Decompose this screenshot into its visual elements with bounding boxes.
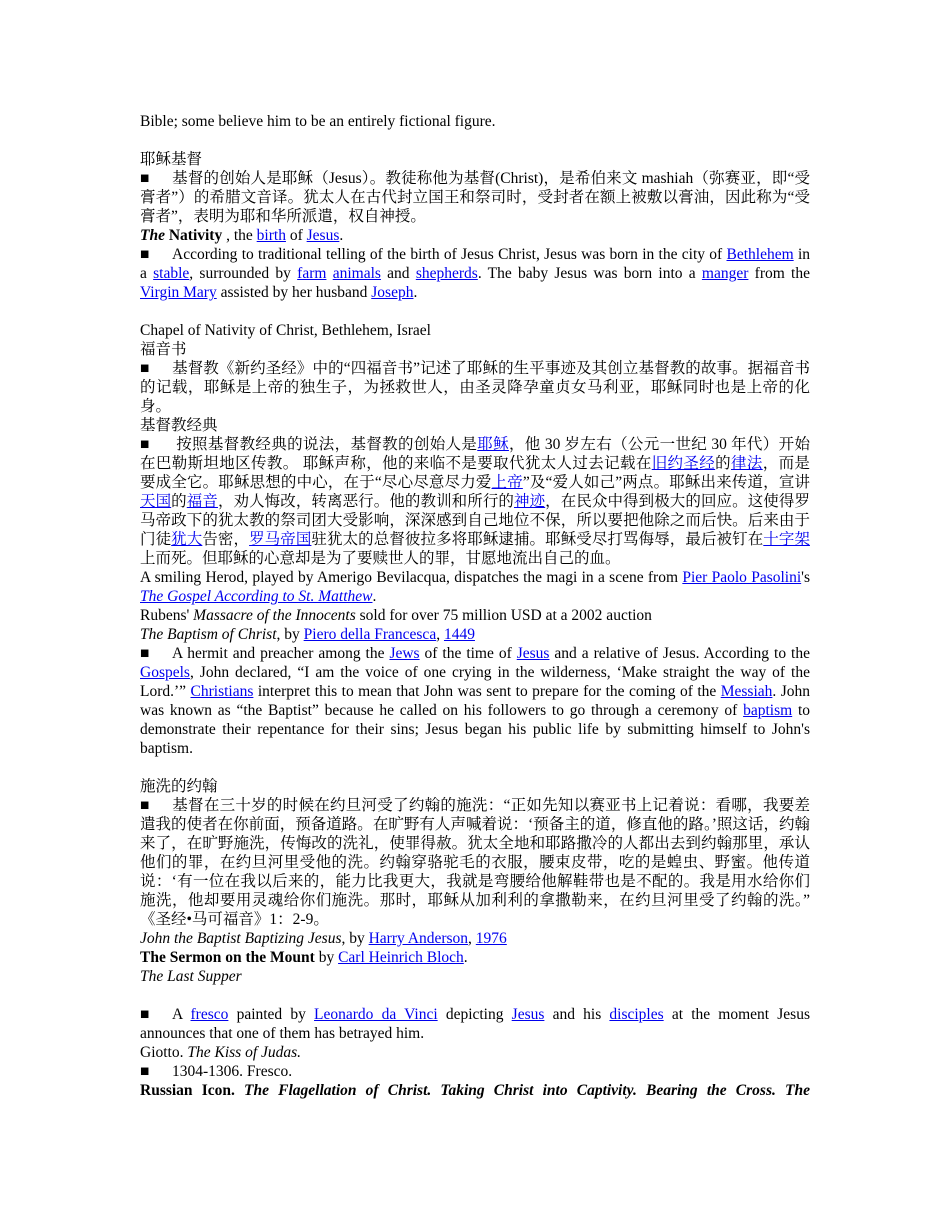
last-supper-caption	[140, 967, 810, 986]
link-stable[interactable]: stable	[153, 265, 190, 282]
caption-text: .	[372, 588, 377, 605]
link-1449[interactable]: 1449	[443, 626, 475, 643]
caption-text: sold for over 75 million USD at a 2002 auction	[355, 607, 652, 624]
link-leonardo[interactable]: Leonardo da Vinci	[314, 1006, 438, 1023]
caption-text: A smiling Herod, played by Amerigo Bevilacqua, dispatches the magi in a scene from	[140, 569, 683, 586]
link-shepherds[interactable]: shepherds	[415, 265, 478, 282]
link-disciples[interactable]: disciples	[609, 1006, 664, 1023]
para-text: 告密，	[202, 531, 250, 548]
intro-line: Bible; some believe him to be an entirely fictional figure.	[140, 113, 496, 130]
caption-text: .	[339, 227, 344, 244]
para-text: . The baby Jesus was born into a	[477, 265, 702, 282]
para-text: to demonstrate their repentance for their sins; Jesus began his public life by submitting himself to John's baptism.	[140, 702, 810, 757]
para-text: 驻犹太的总督彼拉多将耶稣逮捕。耶稣受尽打骂侮辱，最后被钉在	[311, 531, 764, 548]
caption-text: , the	[222, 227, 257, 244]
link-birth[interactable]: birth	[256, 227, 286, 244]
spacer	[140, 758, 810, 777]
para-text: 按照基督教经典的说法，基督教的创始人是	[172, 436, 478, 453]
hermit-paragraph	[140, 644, 810, 758]
bullet-icon: ■	[140, 436, 150, 453]
sermon-caption	[140, 948, 810, 967]
classics-paragraph	[140, 435, 810, 568]
herod-caption	[140, 568, 810, 606]
link-fresco[interactable]: fresco	[190, 1006, 229, 1023]
painting-title: The Last Supper	[140, 968, 242, 985]
link-messiah[interactable]: Messiah	[720, 683, 773, 700]
para-text: .	[413, 284, 418, 301]
giotto-date	[140, 1062, 810, 1081]
baptist-paragraph	[140, 796, 810, 929]
baptist-text: 基督在三十岁的时候在约旦河受了约翰的施洗：“正如先知以赛亚书上记着说：看哪，我要差遣我的使者在你前面，预备道路。在旷野有人声喊着说：‘预备主的道，修直他的路。’照这话，约翰来了，在旷野施洗，传悔改的洗礼，使罪得赦。犹太全地和耶路撒冷的人都出去到约翰那里，承认他们的罪，在约旦河里受他的洗。约翰穿骆驼毛的衣服，腰束皮带，吃的是蝗虫、野蜜。他传道说：‘有一位在我以后来的，能力比我更大，我就是弯腰给他解鞋带也是不配的。我是用水给你们施洗，他却要用灵魂给你们施洗。那时，耶稣从加利利的拿撒勒来，在约旦河里受了约翰的洗。” 《圣经•马可福音》1：2-9。	[140, 797, 810, 928]
para-text: 上而死。但耶稣的心意却是为了要赎世人的罪，甘愿地流出自己的血。	[140, 550, 621, 567]
link-baptism[interactable]: baptism	[743, 702, 793, 719]
para-text: and	[380, 265, 416, 282]
link-piero[interactable]: Piero della Francesca	[303, 626, 437, 643]
gospels-text: 基督教《新约圣经》中的“四福音书”记述了耶稣的生平事迹及其创立基督教的故事。据福音书的记载，耶稣是上帝的独生子，为拯救世人，由圣灵降孕童贞女马利亚，耶稣同时也是上帝的化身。	[140, 360, 810, 415]
para-text: interpret this to mean that John was sent to prepare for the coming of the	[253, 683, 721, 700]
link-jesus[interactable]: Jesus	[516, 645, 550, 662]
para-text: A hermit and preacher among the	[172, 645, 390, 662]
fresco-paragraph	[140, 1005, 810, 1043]
para-text: ，在民众中得到极大的回应。这使得罗马帝政下的犹太教的祭司团大受影响，深深感到自己地位不保，所以要把他除之而后快。后来由于门徒	[140, 493, 810, 548]
link-god[interactable]: 上帝	[491, 474, 523, 491]
link-gospels[interactable]: Gospels	[140, 664, 190, 681]
caption-text: 1304-1306. Fresco.	[172, 1063, 293, 1080]
link-judas[interactable]: 犹大	[171, 531, 203, 548]
para-text: ，劝人悔改，转离恶行。他的教训和所行的	[217, 493, 514, 510]
painting-title: The Kiss of Judas.	[187, 1044, 302, 1061]
link-yesu[interactable]: 耶稣	[477, 436, 509, 453]
caption-text: Russian Icon.	[140, 1082, 245, 1099]
link-jews[interactable]: Jews	[389, 645, 420, 662]
nativity-the: The	[140, 227, 165, 244]
heading-jesus-christ: 耶稣基督	[140, 151, 203, 168]
para-text: of the time of	[419, 645, 517, 662]
link-virgin-mary[interactable]: Virgin Mary	[140, 284, 217, 301]
link-law[interactable]: 律法	[731, 455, 763, 472]
caption-text: ,	[468, 930, 476, 947]
nativity-caption	[140, 226, 810, 245]
link-roman-empire[interactable]: 罗马帝国	[249, 531, 312, 548]
link-christians[interactable]: Christians	[190, 683, 254, 700]
painting-title: The Flagellation of Christ. Taking Christ into Captivity. Bearing the Cross. The	[244, 1082, 810, 1099]
para-text: from the	[748, 265, 810, 282]
para-text: in a	[140, 246, 810, 282]
rubens-caption	[140, 606, 810, 625]
para-text: 的	[715, 455, 731, 472]
para-text: and a relative of Jesus. According to the	[549, 645, 810, 662]
para-text: , surrounded by	[189, 265, 298, 282]
para-text: painted by	[228, 1006, 315, 1023]
bullet-icon: ■	[140, 797, 150, 814]
para-text: 的	[171, 493, 187, 510]
para-text: at the moment Jesus announces that one of them has betrayed him.	[140, 1006, 810, 1042]
link-joseph[interactable]: Joseph	[371, 284, 414, 301]
spacer	[140, 131, 810, 150]
giotto-caption	[140, 1043, 810, 1062]
chapel-caption: Chapel of Nativity of Christ, Bethlehem, Israel	[140, 322, 431, 339]
christ-text: 基督的创始人是耶稣（Jesus）。教徒称他为基督(Christ)，是希伯来文 mashiah（弥赛亚，即“受膏者”）的希腊文音译。犹太人在古代封立国王和祭司时，受封者在额上被敷以膏油，因此称为“受膏者”，表明为耶和华所派遣，权自神授。	[140, 170, 810, 225]
bullet-icon: ■	[140, 645, 150, 662]
caption-text: by	[314, 949, 339, 966]
para-text: , John declared, “I am the voice of one crying in the wilderness, ‘Make straight the way of the Lord.’”	[140, 664, 810, 700]
link-bloch[interactable]: Carl Heinrich Bloch	[338, 949, 464, 966]
link-1976[interactable]: 1976	[475, 930, 507, 947]
link-manger[interactable]: manger	[701, 265, 749, 282]
film-title: The Gospel According to St. Matthew	[140, 588, 373, 605]
painting-title: The Baptism of Christ	[140, 626, 277, 643]
caption-text: of	[285, 227, 307, 244]
link-farm[interactable]: farm	[297, 265, 327, 282]
painting-title: The Sermon on the Mount	[140, 949, 315, 966]
spacer	[140, 302, 810, 321]
heading-gospels: 福音书	[140, 341, 187, 358]
bullet-icon: ■	[140, 1063, 150, 1080]
para-text: and his	[544, 1006, 610, 1023]
link-harry-anderson[interactable]: Harry Anderson	[368, 930, 469, 947]
para-text: assisted by her husband	[216, 284, 372, 301]
para-text: ，他 30 岁左右（公元一世纪 30 年代）开始在巴勒斯坦地区传教。 耶稣声称，他的来临不是要取代犹太人过去记载在	[140, 436, 810, 472]
link-bethlehem[interactable]: Bethlehem	[726, 246, 794, 263]
heading-classics: 基督教经典	[140, 417, 218, 434]
bullet-icon: ■	[140, 360, 150, 377]
anderson-caption	[140, 929, 810, 948]
para-text: depicting	[437, 1006, 512, 1023]
link-jesus[interactable]: Jesus	[306, 227, 340, 244]
spacer	[140, 986, 810, 1005]
link-jesus[interactable]: Jesus	[511, 1006, 545, 1023]
link-miracles[interactable]: 神迹	[513, 493, 546, 510]
caption-text: 's	[801, 569, 810, 586]
link-gospel-film[interactable]	[140, 588, 372, 605]
gospels-paragraph	[140, 359, 810, 416]
bethlehem-paragraph	[140, 245, 810, 302]
caption-text: , by	[276, 626, 304, 643]
link-pasolini[interactable]: Pier Paolo Pasolini	[682, 569, 802, 586]
link-old-testament[interactable]: 旧约圣经	[651, 455, 716, 472]
caption-text: .	[463, 949, 468, 966]
painting-title: John the Baptist Baptizing Jesus	[140, 930, 342, 947]
nativity-title: Nativity	[168, 227, 223, 244]
caption-text: Giotto.	[140, 1044, 188, 1061]
para-text: According to traditional telling of the birth of Jesus Christ, Jesus was born in the city of	[172, 246, 727, 263]
caption-text: Rubens'	[140, 607, 194, 624]
para-text: ”及“爱人如己”两点。耶稣出来传道，宣讲	[522, 474, 811, 491]
painting-title: Massacre of the Innocents	[193, 607, 356, 624]
link-heaven[interactable]: 天国	[140, 493, 172, 510]
link-animals[interactable]: animals	[332, 265, 381, 282]
bullet-icon: ■	[140, 246, 150, 263]
caption-text: ,	[436, 626, 444, 643]
caption-text: , by	[341, 930, 369, 947]
heading-baptist: 施洗的约翰	[140, 778, 218, 795]
bullet-icon: ■	[140, 170, 150, 187]
link-gospel[interactable]: 福音	[186, 493, 218, 510]
para-text: A	[172, 1006, 191, 1023]
bullet-icon: ■	[140, 1006, 150, 1023]
para-text: ，而是要成全它。耶稣思想的中心，在于“尽心尽意尽力爱	[140, 455, 810, 491]
baptism-caption	[140, 625, 810, 644]
link-cross[interactable]: 十字架	[763, 531, 810, 548]
christ-paragraph	[140, 169, 810, 226]
russian-icon-caption	[140, 1081, 810, 1100]
para-text: . John was known as “the Baptist” because he called on his followers to go through a ceremony of	[140, 683, 811, 719]
document-page	[140, 112, 810, 1100]
